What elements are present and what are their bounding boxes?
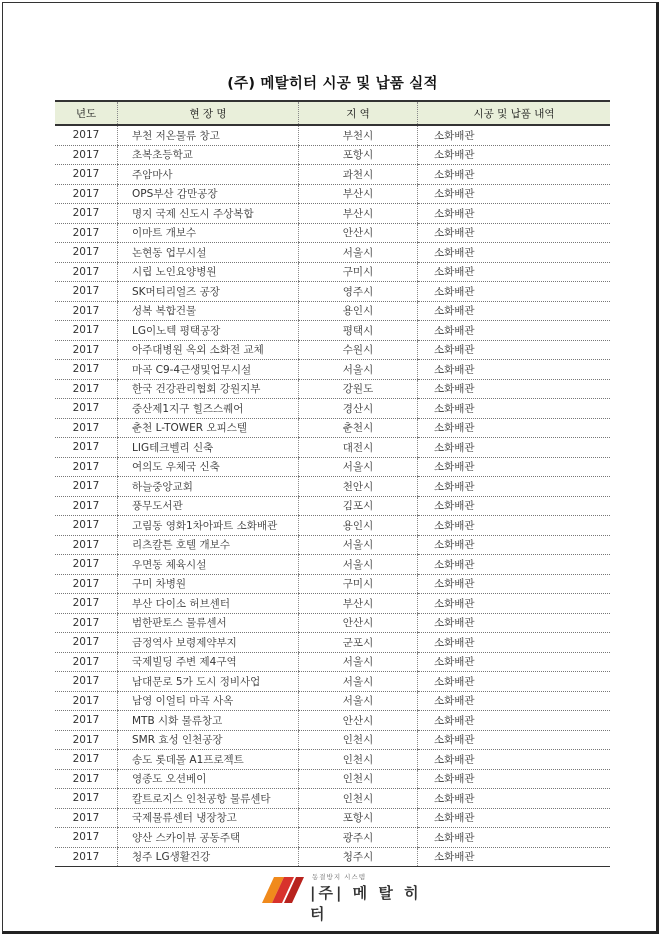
cell-region: 서울시 [299, 360, 418, 380]
cell-site-name: 명지 국제 신도시 주상복합 [118, 204, 299, 224]
cell-detail: 소화배관 [418, 691, 611, 711]
cell-site-name: 한국 건강관리협회 강원지부 [118, 379, 299, 399]
cell-year: 2017 [55, 613, 118, 633]
cell-year: 2017 [55, 418, 118, 438]
cell-site-name: LIG테크벨리 신축 [118, 438, 299, 458]
cell-site-name: 중산제1지구 힐즈스퀘어 [118, 399, 299, 419]
cell-site-name: 하늘중앙교회 [118, 477, 299, 497]
cell-site-name: 부산 다이소 허브센터 [118, 594, 299, 614]
cell-detail: 소화배관 [418, 262, 611, 282]
table-row [55, 808, 610, 828]
table-header-row [55, 101, 610, 125]
cell-site-name: 시립 노인요양병원 [118, 262, 299, 282]
cell-site-name: 풍무도서관 [118, 496, 299, 516]
cell-detail: 소화배관 [418, 379, 611, 399]
cell-region: 군포시 [299, 633, 418, 653]
cell-region: 인천시 [299, 769, 418, 789]
cell-year: 2017 [55, 691, 118, 711]
table-row [55, 243, 610, 263]
cell-site-name: 부천 저온물류 창고 [118, 125, 299, 145]
cell-region: 경산시 [299, 399, 418, 419]
cell-year: 2017 [55, 360, 118, 380]
cell-site-name: 국제물류센터 냉장창고 [118, 808, 299, 828]
header-detail: 시공 및 납품 내역 [418, 101, 611, 125]
cell-detail: 소화배관 [418, 125, 611, 145]
header-site: 현 장 명 [118, 101, 299, 125]
cell-region: 서울시 [299, 691, 418, 711]
cell-site-name: 주암마사 [118, 165, 299, 185]
cell-site-name: 금정역사 보령제약부지 [118, 633, 299, 653]
records-table [55, 100, 610, 867]
cell-detail: 소화배관 [418, 828, 611, 848]
cell-detail: 소화배관 [418, 711, 611, 731]
cell-region: 영주시 [299, 282, 418, 302]
cell-region: 서울시 [299, 652, 418, 672]
table-row [55, 711, 610, 731]
cell-region: 서울시 [299, 243, 418, 263]
cell-year: 2017 [55, 145, 118, 165]
cell-detail: 소화배관 [418, 321, 611, 341]
cell-region: 서울시 [299, 535, 418, 555]
table-row [55, 457, 610, 477]
cell-year: 2017 [55, 750, 118, 770]
cell-year: 2017 [55, 457, 118, 477]
table-row [55, 789, 610, 809]
table-row [55, 750, 610, 770]
cell-detail: 소화배관 [418, 769, 611, 789]
cell-detail: 소화배관 [418, 438, 611, 458]
cell-region: 청주시 [299, 847, 418, 867]
cell-year: 2017 [55, 711, 118, 731]
table-row [55, 145, 610, 165]
cell-detail: 소화배관 [418, 594, 611, 614]
cell-region: 서울시 [299, 555, 418, 575]
page-title: (주) 메탈히터 시공 및 납품 실적 [227, 76, 438, 92]
cell-detail: 소화배관 [418, 145, 611, 165]
cell-detail: 소화배관 [418, 750, 611, 770]
cell-site-name: 청주 LG생활건강 [118, 847, 299, 867]
cell-region: 대전시 [299, 438, 418, 458]
table-body [55, 125, 610, 867]
cell-year: 2017 [55, 847, 118, 867]
cell-detail: 소화배관 [418, 789, 611, 809]
cell-detail: 소화배관 [418, 847, 611, 867]
cell-year: 2017 [55, 301, 118, 321]
cell-region: 천안시 [299, 477, 418, 497]
cell-site-name: 남대문로 5가 도시 정비사업 [118, 672, 299, 692]
cell-detail: 소화배관 [418, 808, 611, 828]
table-row [55, 730, 610, 750]
table-row [55, 399, 610, 419]
table-row [55, 633, 610, 653]
cell-year: 2017 [55, 379, 118, 399]
cell-region: 강원도 [299, 379, 418, 399]
cell-detail: 소화배관 [418, 652, 611, 672]
cell-year: 2017 [55, 438, 118, 458]
cell-region: 서울시 [299, 457, 418, 477]
cell-year: 2017 [55, 808, 118, 828]
cell-detail: 소화배관 [418, 477, 611, 497]
cell-year: 2017 [55, 477, 118, 497]
cell-site-name: 국제빌딩 주변 제4구역 [118, 652, 299, 672]
cell-site-name: 논현동 업무시설 [118, 243, 299, 263]
cell-site-name: MTB 시화 물류창고 [118, 711, 299, 731]
cell-region: 안산시 [299, 711, 418, 731]
cell-detail: 소화배관 [418, 574, 611, 594]
cell-region: 과천시 [299, 165, 418, 185]
table-row [55, 574, 610, 594]
cell-detail: 소화배관 [418, 555, 611, 575]
logo-company-name: |주| 메 탈 히 터 [310, 884, 422, 923]
cell-year: 2017 [55, 165, 118, 185]
table-row [55, 418, 610, 438]
table-row [55, 652, 610, 672]
cell-site-name: 남영 이얼티 마곡 사옥 [118, 691, 299, 711]
cell-region: 부천시 [299, 125, 418, 145]
cell-detail: 소화배관 [418, 223, 611, 243]
cell-site-name: 성복 복합건물 [118, 301, 299, 321]
cell-site-name: LG이노텍 평택공장 [118, 321, 299, 341]
cell-region: 구미시 [299, 574, 418, 594]
table-row [55, 340, 610, 360]
cell-detail: 소화배관 [418, 496, 611, 516]
table-row [55, 769, 610, 789]
cell-detail: 소화배관 [418, 516, 611, 536]
table-row [55, 691, 610, 711]
cell-year: 2017 [55, 789, 118, 809]
cell-detail: 소화배관 [418, 672, 611, 692]
cell-year: 2017 [55, 223, 118, 243]
cell-year: 2017 [55, 672, 118, 692]
cell-year: 2017 [55, 204, 118, 224]
logo-tagline: 동결방지 시스템 [312, 873, 367, 881]
cell-detail: 소화배관 [418, 399, 611, 419]
table-row [55, 438, 610, 458]
cell-detail: 소화배관 [418, 184, 611, 204]
cell-site-name: 초복초등학교 [118, 145, 299, 165]
cell-year: 2017 [55, 340, 118, 360]
table-row [55, 672, 610, 692]
table-row [55, 262, 610, 282]
cell-region: 인천시 [299, 750, 418, 770]
logo-mark-icon [262, 871, 306, 903]
table-row [55, 360, 610, 380]
header-year: 년도 [55, 101, 118, 125]
cell-region: 평택시 [299, 321, 418, 341]
table-row [55, 555, 610, 575]
cell-year: 2017 [55, 516, 118, 536]
table-row [55, 223, 610, 243]
cell-year: 2017 [55, 555, 118, 575]
cell-site-name: 범한판토스 물류센서 [118, 613, 299, 633]
cell-region: 춘천시 [299, 418, 418, 438]
table-row [55, 594, 610, 614]
cell-region: 인천시 [299, 730, 418, 750]
cell-detail: 소화배관 [418, 730, 611, 750]
cell-site-name: 이마트 개보수 [118, 223, 299, 243]
cell-site-name: 리츠칼튼 호텔 개보수 [118, 535, 299, 555]
cell-detail: 소화배관 [418, 243, 611, 263]
cell-region: 구미시 [299, 262, 418, 282]
cell-year: 2017 [55, 828, 118, 848]
cell-year: 2017 [55, 633, 118, 653]
cell-detail: 소화배관 [418, 613, 611, 633]
table-row [55, 477, 610, 497]
table-row [55, 496, 610, 516]
cell-year: 2017 [55, 535, 118, 555]
cell-site-name: 여의도 우체국 신축 [118, 457, 299, 477]
cell-region: 포항시 [299, 145, 418, 165]
cell-detail: 소화배관 [418, 301, 611, 321]
cell-year: 2017 [55, 652, 118, 672]
cell-site-name: 우면동 체육시설 [118, 555, 299, 575]
cell-region: 김포시 [299, 496, 418, 516]
cell-region: 용인시 [299, 516, 418, 536]
cell-year: 2017 [55, 282, 118, 302]
cell-year: 2017 [55, 399, 118, 419]
cell-year: 2017 [55, 184, 118, 204]
table-row [55, 535, 610, 555]
cell-site-name: 구미 차병원 [118, 574, 299, 594]
table-row [55, 204, 610, 224]
cell-region: 부산시 [299, 594, 418, 614]
table-row [55, 301, 610, 321]
cell-region: 포항시 [299, 808, 418, 828]
cell-year: 2017 [55, 262, 118, 282]
cell-detail: 소화배관 [418, 282, 611, 302]
cell-year: 2017 [55, 594, 118, 614]
cell-year: 2017 [55, 496, 118, 516]
table-row [55, 379, 610, 399]
cell-site-name: 아주대병원 옥외 소화전 교체 [118, 340, 299, 360]
cell-detail: 소화배관 [418, 535, 611, 555]
cell-site-name: 춘천 L-TOWER 오피스텔 [118, 418, 299, 438]
cell-year: 2017 [55, 321, 118, 341]
cell-detail: 소화배관 [418, 340, 611, 360]
table-row [55, 125, 610, 145]
cell-region: 부산시 [299, 204, 418, 224]
cell-detail: 소화배관 [418, 360, 611, 380]
table-row [55, 613, 610, 633]
cell-region: 안산시 [299, 223, 418, 243]
header-region: 지 역 [299, 101, 418, 125]
cell-site-name: 영종도 오션베이 [118, 769, 299, 789]
cell-year: 2017 [55, 243, 118, 263]
company-logo [262, 871, 422, 923]
cell-year: 2017 [55, 574, 118, 594]
table-row [55, 516, 610, 536]
cell-detail: 소화배관 [418, 418, 611, 438]
table-row [55, 828, 610, 848]
cell-site-name: 칼트로지스 인천공항 물류센타 [118, 789, 299, 809]
cell-year: 2017 [55, 730, 118, 750]
table-row [55, 282, 610, 302]
table-row [55, 321, 610, 341]
cell-region: 인천시 [299, 789, 418, 809]
cell-region: 서울시 [299, 672, 418, 692]
cell-detail: 소화배관 [418, 633, 611, 653]
cell-region: 부산시 [299, 184, 418, 204]
cell-region: 안산시 [299, 613, 418, 633]
cell-site-name: 마곡 C9-4근생및업무시설 [118, 360, 299, 380]
cell-site-name: 송도 롯데몰 A1프로젝트 [118, 750, 299, 770]
table-row [55, 847, 610, 867]
cell-region: 수원시 [299, 340, 418, 360]
table-row [55, 165, 610, 185]
cell-year: 2017 [55, 125, 118, 145]
cell-detail: 소화배관 [418, 165, 611, 185]
cell-detail: 소화배관 [418, 204, 611, 224]
cell-region: 용인시 [299, 301, 418, 321]
cell-detail: 소화배관 [418, 457, 611, 477]
table-row [55, 184, 610, 204]
cell-site-name: 양산 스카이뷰 공동주택 [118, 828, 299, 848]
cell-year: 2017 [55, 769, 118, 789]
cell-site-name: SMR 효성 인천공장 [118, 730, 299, 750]
cell-site-name: SK머티리얼즈 공장 [118, 282, 299, 302]
cell-region: 광주시 [299, 828, 418, 848]
cell-site-name: OPS부산 감만공장 [118, 184, 299, 204]
cell-site-name: 고림동 영화1차아파트 소화배관 [118, 516, 299, 536]
